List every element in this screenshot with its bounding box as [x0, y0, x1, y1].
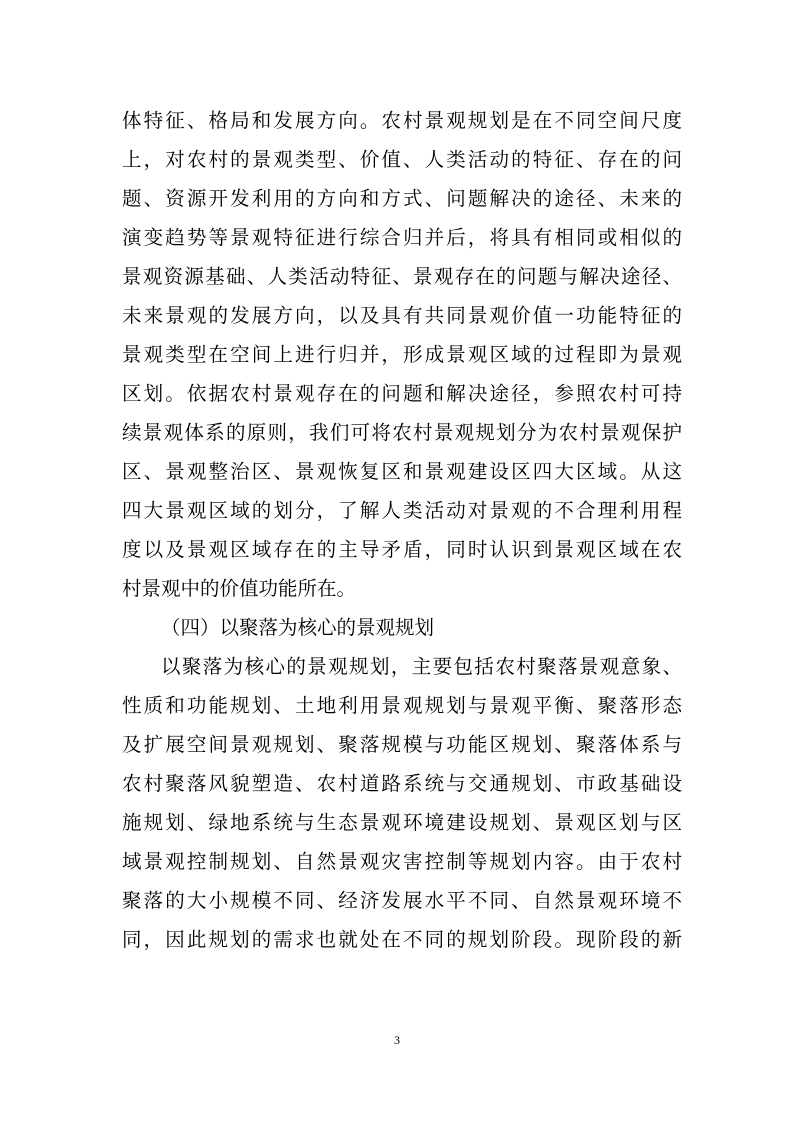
- text-line: 上，对农村的景观类型、价值、人类活动的特征、存在的问: [122, 148, 682, 171]
- section-heading: （四）以聚落为核心的景观规划: [161, 616, 435, 639]
- text-line: 域景观控制规划、自然景观灾害控制等规划内容。由于农村: [122, 850, 682, 873]
- text-line: 体特征、格局和发展方向。农村景观规划是在不同空间尺度: [122, 109, 682, 132]
- text-line: 同，因此规划的需求也就处在不同的规划阶段。现阶段的新: [122, 928, 682, 951]
- body-text: [122, 101, 682, 959]
- text-line: 未来景观的发展方向，以及具有共同景观价值一功能特征的: [122, 304, 682, 327]
- text-line: 景观资源基础、人类活动特征、景观存在的问题与解决途径、: [122, 265, 682, 288]
- text-line: 题、资源开发利用的方向和方式、问题解决的途径、未来的: [122, 187, 682, 210]
- text-line: 四大景观区域的划分，了解人类活动对景观的不合理利用程: [122, 499, 682, 522]
- text-line: 区划。依据农村景观存在的问题和解决途径，参照农村可持: [122, 382, 682, 405]
- text-line: 景观类型在空间上进行归并，形成景观区域的过程即为景观: [122, 343, 682, 366]
- text-line: 区、景观整治区、景观恢复区和景观建设区四大区域。从这: [122, 460, 682, 483]
- text-line: 农村聚落风貌塑造、农村道路系统与交通规划、市政基础设: [122, 772, 682, 795]
- text-line: 演变趋势等景观特征进行综合归并后，将具有相同或相似的: [122, 226, 682, 249]
- text-line: 村景观中的价值功能所在。: [122, 577, 357, 600]
- text-line: 性质和功能规划、土地利用景观规划与景观平衡、聚落形态: [122, 694, 682, 717]
- text-line: 续景观体系的原则，我们可将农村景观规划分为农村景观保护: [122, 421, 682, 444]
- paragraph-2: [122, 647, 682, 959]
- page-number: 3: [394, 1033, 400, 1047]
- text-line: 及扩展空间景观规划、聚落规模与功能区规划、聚落体系与: [122, 733, 682, 756]
- paragraph-1: [122, 101, 682, 608]
- text-line: 以聚落为核心的景观规划，主要包括农村聚落景观意象、: [161, 655, 682, 678]
- text-line: 度以及景观区域存在的主导矛盾，同时认识到景观区域在农: [122, 538, 682, 561]
- text-line: 施规划、绿地系统与生态景观环境建设规划、景观区划与区: [122, 811, 682, 834]
- text-line: 聚落的大小规模不同、经济发展水平不同、自然景观环境不: [122, 889, 682, 912]
